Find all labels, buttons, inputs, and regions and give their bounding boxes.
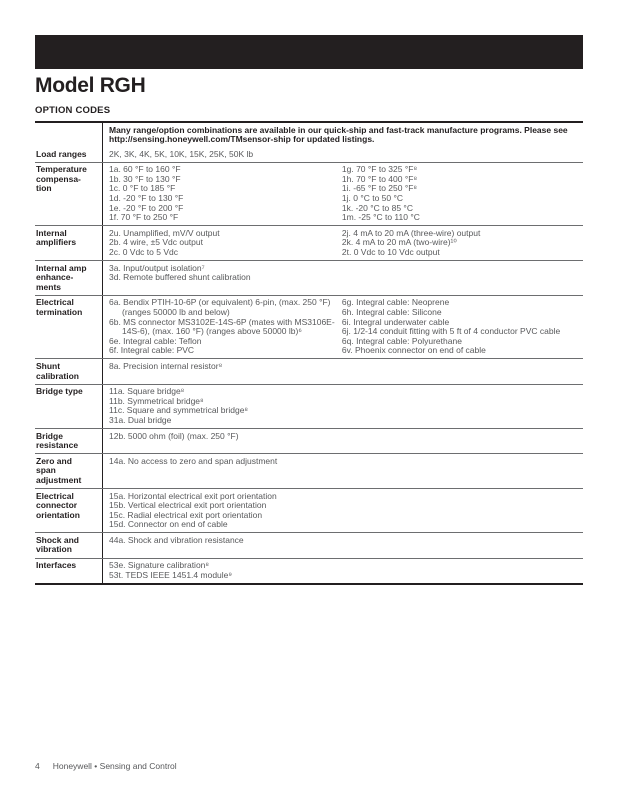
option-item: 15d. Connector on end of cable [109,519,228,530]
option-item: 1b. 30 °F to 130 °F [109,173,181,184]
option-category-label [35,261,103,295]
option-category-label-line: termination [36,307,83,317]
option-item: 1m. -25 °C to 110 °C [341,212,420,223]
option-category-label-line: Interfaces [36,560,77,571]
option-category-label-line: calibration [36,370,79,381]
option-right-column [342,264,581,293]
option-item: 2K, 3K, 4K, 5K, 10K, 15K, 25K, 50K lb [109,148,254,159]
page-footer [35,761,177,771]
footer-text: Honeywell • Sensing and Control [52,761,177,771]
option-category-label-line: Electrical [36,297,74,308]
option-rows-container [35,147,583,583]
option-row-content [103,163,583,226]
option-category-label-line: Internal [36,227,67,238]
option-item: 1i. -65 °F to 250 °F⁸ [341,183,418,194]
option-item: 11b. Symmetrical bridge⁸ [109,395,204,406]
option-row [35,260,583,295]
option-category-label-line: adjustment [36,474,82,485]
option-right-column [342,432,581,451]
option-row-content [103,559,583,583]
option-item: 1g. 70 °F to 325 °F⁸ [341,164,418,175]
option-row-content [103,296,583,359]
option-item: 6v. Phoenix connector on end of cable [341,345,486,356]
option-right-column [342,561,581,580]
option-left-column [109,229,342,258]
option-item: 6a. Bendix PTIH-10-6P (or equivalent) 6-pin, (max. 250 °F) (ranges 50000 lb and below) [109,297,331,317]
option-category-label [35,163,103,226]
option-category-label [35,559,103,583]
option-left-column [109,264,342,293]
option-item: 6j. 1/2-14 conduit fitting with 5 ft of 4 conductor PVC cable [341,326,561,337]
option-category-label-line: Electrical [36,490,74,501]
option-category-label [35,226,103,260]
option-left-column [109,387,342,425]
intro-row-content [103,123,583,147]
option-category-label [35,429,103,453]
option-category-label [35,296,103,359]
option-item: 1j. 0 °C to 50 °C [341,193,404,204]
option-item: 2b. 4 wire, ±5 Vdc output [109,237,203,248]
option-item: 2c. 0 Vdc to 5 Vdc [109,247,178,258]
option-category-label-line: Zero and [36,455,72,466]
option-row [35,428,583,453]
option-category-label-line: resistance [36,440,79,451]
option-item: 11a. Square bridge⁸ [109,386,185,397]
option-category-label [35,359,103,383]
option-left-column [109,457,342,486]
page-number: 4 [35,761,40,771]
option-left-column [109,298,342,356]
option-left-column [109,492,342,530]
option-row [35,453,583,488]
option-row [35,147,583,162]
section-heading: OPTION CODES [35,105,111,116]
option-item: 1d. -20 °F to 130 °F [109,193,184,204]
option-row-content [103,261,583,295]
option-category-label [35,454,103,488]
option-left-column [109,362,342,381]
option-row-content [103,429,583,453]
option-row-content [103,359,583,383]
option-item: 6q. Integral cable: Polyurethane [341,335,462,346]
option-item: 1h. 70 °F to 400 °F⁸ [341,173,418,184]
option-item: 6b. MS connector MS3102E-14S-6P (mates with MS3106E-14S-6), (max. 160 °F) (ranges above 50000 lb)⁶ [109,316,335,337]
option-right-column [342,229,581,258]
option-right-column [342,457,581,486]
option-row [35,295,583,359]
option-right-column [342,165,581,223]
option-left-column [109,561,342,580]
option-item: 6f. Integral cable: PVC [109,345,195,356]
option-category-label-line: Internal amp [36,262,87,273]
option-item: 6i. Integral underwater cable [341,316,450,327]
option-item: 15a. Horizontal electrical exit port orientation [109,490,277,501]
option-item: 11c. Square and symmetrical bridge⁸ [109,405,249,416]
intro-row-label-cell [35,123,103,147]
option-item: 31a. Dual bridge [109,414,172,425]
option-row-content [103,385,583,428]
option-category-label-line: ments [36,281,62,292]
option-item: 1a. 60 °F to 160 °F [109,164,181,175]
option-right-column [342,298,581,356]
option-category-label-line: compensa- [36,173,81,184]
option-item: 3a. Input/output isolation⁷ [109,262,205,273]
option-item: 6h. Integral cable: Silicone [341,307,442,317]
option-item: 53e. Signature calibration⁸ [109,560,209,571]
option-row [35,558,583,583]
option-row-content [103,147,583,162]
option-item: 1c. 0 °F to 185 °F [109,183,176,194]
option-item: 53t. TEDS IEEE 1451.4 module⁹ [109,569,233,580]
option-item: 6e. Integral cable: Teflon [109,335,202,346]
option-item: 1f. 70 °F to 250 °F [109,212,179,223]
option-category-label-line: enhance- [36,272,74,283]
option-item: 2k. 4 mA to 20 mA (two-wire)¹⁰ [341,237,457,248]
option-category-label-line: Temperature [36,164,87,175]
option-category-label [35,489,103,532]
option-item: 1e. -20 °F to 200 °F [109,202,184,213]
option-left-column [109,165,342,223]
option-category-label-line: tion [36,183,52,194]
header-banner [35,35,583,69]
option-item: 3d. Remote buffered shunt calibration [109,272,251,283]
page-title: Model RGH [35,74,146,97]
option-category-label [35,533,103,557]
option-item: 1k. -20 °C to 85 °C [341,202,413,213]
intro-row [35,123,583,147]
option-right-column [342,536,581,555]
option-item: 6g. Integral cable: Neoprene [341,297,450,308]
option-item: 2u. Unamplified, mV/V output [109,227,220,238]
option-row [35,358,583,383]
option-category-label-line: Bridge type [36,386,83,397]
option-row [35,488,583,532]
option-row-content [103,489,583,532]
option-row [35,532,583,557]
option-category-label-line: Shock and [36,534,79,545]
option-right-column [342,362,581,381]
option-item: 2t. 0 Vdc to 10 Vdc output [341,247,440,258]
option-item: 15b. Vertical electrical exit port orientation [109,500,267,511]
option-category-label-line: orientation [36,509,80,520]
option-category-label-line: span [36,465,56,476]
option-item: 44a. Shock and vibration resistance [109,534,244,545]
option-row-content [103,454,583,488]
option-category-label-line: connector [36,500,78,511]
option-row [35,384,583,428]
option-category-label-line: Bridge [36,430,63,441]
option-category-label-line: Shunt [36,360,61,371]
option-left-column [109,150,342,160]
option-item: 12b. 5000 ohm (foil) (max. 250 °F) [109,430,239,441]
option-category-label [35,147,103,162]
intro-text: Many range/option combinations are available in our quick-ship and fast-track manufacture programs. Please see http://sensing.honeywell.com/TMsensor-ship for updated listings. [109,124,568,145]
option-item: 2j. 4 mA to 20 mA (three-wire) output [341,227,481,238]
option-row [35,225,583,260]
option-left-column [109,536,342,555]
option-category-label-line: amplifiers [36,237,77,248]
option-category-label [35,385,103,428]
option-right-column [342,492,581,530]
option-category-label-line: Load ranges [36,148,87,159]
option-left-column [109,432,342,451]
option-item: 8a. Precision internal resistor⁸ [109,360,223,371]
option-category-label-line: vibration [36,544,72,555]
option-right-column [342,150,581,160]
option-item: 15c. Radial electrical exit port orientation [109,509,263,520]
option-item: 14a. No access to zero and span adjustment [109,455,278,466]
option-row-content [103,533,583,557]
option-row [35,162,583,226]
option-right-column [342,387,581,425]
option-codes-table [35,121,583,585]
option-row-content [103,226,583,260]
